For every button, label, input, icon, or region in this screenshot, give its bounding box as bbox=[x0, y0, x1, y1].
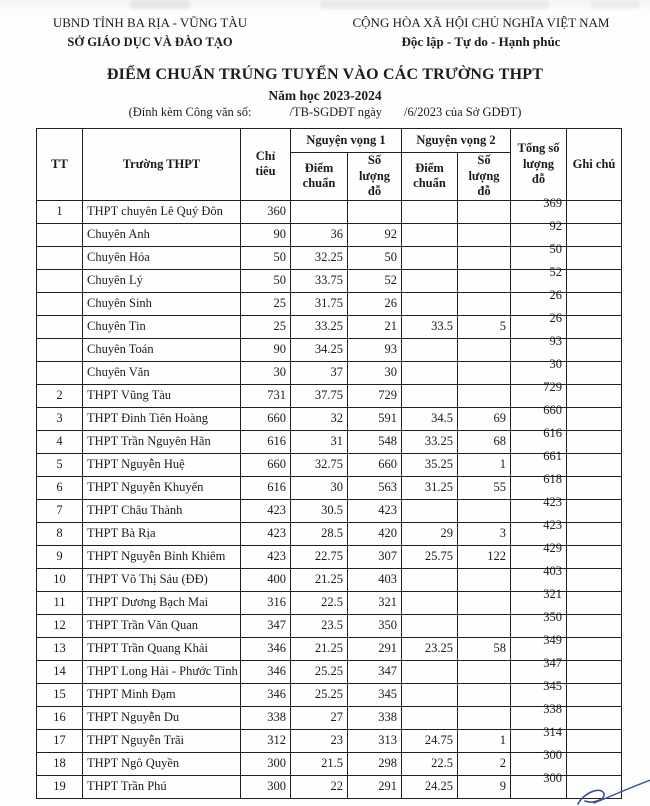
cell-quota: 316 bbox=[241, 591, 291, 614]
cell-tt: 19 bbox=[37, 775, 83, 798]
cell-nv1_score: 31.75 bbox=[291, 292, 348, 315]
cell-quota: 731 bbox=[241, 384, 291, 407]
table-row bbox=[37, 223, 622, 246]
table-row bbox=[37, 752, 622, 775]
cell-note bbox=[567, 430, 622, 453]
cell-nv1_count: 30 bbox=[348, 361, 402, 384]
cell-nv1_count: 93 bbox=[348, 338, 402, 361]
scan-artifact bbox=[320, 0, 550, 9]
cell-nv2_count bbox=[458, 246, 511, 269]
cell-school: THPT chuyên Lê Quý Đôn bbox=[83, 200, 241, 223]
table-row bbox=[37, 200, 622, 223]
cell-nv2_count: 58 bbox=[458, 637, 511, 660]
total-value: 321 bbox=[543, 586, 562, 601]
cell-nv2_count: 122 bbox=[458, 545, 511, 568]
cell-school: THPT Nguyễn Bỉnh Khiêm bbox=[83, 545, 241, 568]
cell-note bbox=[567, 706, 622, 729]
total-value: 26 bbox=[549, 310, 562, 325]
total-value: 618 bbox=[543, 471, 562, 486]
cell-quota: 346 bbox=[241, 660, 291, 683]
table-row bbox=[37, 499, 622, 522]
cell-quota: 338 bbox=[241, 706, 291, 729]
table-row bbox=[37, 522, 622, 545]
table-row bbox=[37, 430, 622, 453]
col-header-quota: Chỉ tiêu bbox=[241, 129, 291, 201]
cell-nv1_count: 298 bbox=[348, 752, 402, 775]
cell-tt: 13 bbox=[37, 637, 83, 660]
cell-nv1_count: 92 bbox=[348, 223, 402, 246]
cell-quota: 660 bbox=[241, 453, 291, 476]
total-value: 349 bbox=[543, 632, 562, 647]
cell-nv2_score: 23.25 bbox=[402, 637, 458, 660]
cell-note bbox=[567, 361, 622, 384]
cell-nv2_count bbox=[458, 269, 511, 292]
cell-nv1_count: 347 bbox=[348, 660, 402, 683]
cell-school: THPT Châu Thành bbox=[83, 499, 241, 522]
cell-school: THPT Đinh Tiên Hoàng bbox=[83, 407, 241, 430]
cell-tt: 12 bbox=[37, 614, 83, 637]
col-header-school: Trường THPT bbox=[83, 129, 241, 201]
cell-school: THPT Long Hải - Phước Tỉnh bbox=[83, 660, 241, 683]
cell-nv2_count: 69 bbox=[458, 407, 511, 430]
cell-nv2_score bbox=[402, 660, 458, 683]
total-value: 660 bbox=[543, 402, 562, 417]
total-value: 347 bbox=[543, 655, 562, 670]
cell-tt: 2 bbox=[37, 384, 83, 407]
total-value: 30 bbox=[549, 356, 562, 371]
cell-note bbox=[567, 499, 622, 522]
cell-tt bbox=[37, 361, 83, 384]
total-value: 423 bbox=[543, 494, 562, 509]
cell-tt: 14 bbox=[37, 660, 83, 683]
table-row bbox=[37, 591, 622, 614]
cell-nv2_score bbox=[402, 499, 458, 522]
cell-nv2_score bbox=[402, 338, 458, 361]
org-name-line1: UBND TỈNH BA RỊA - VŨNG TÀU bbox=[52, 15, 248, 30]
attachment-note bbox=[0, 105, 650, 120]
cell-tt: 1 bbox=[37, 200, 83, 223]
col-header-note: Ghi chú bbox=[567, 129, 622, 201]
cell-nv1_score: 25.25 bbox=[291, 660, 348, 683]
table-row bbox=[37, 269, 622, 292]
total-value: 314 bbox=[543, 724, 562, 739]
cell-tt bbox=[37, 315, 83, 338]
cell-school: Chuyên Tin bbox=[83, 315, 241, 338]
cell-nv2_score: 35.25 bbox=[402, 453, 458, 476]
cell-quota: 300 bbox=[241, 752, 291, 775]
cell-nv1_count: 345 bbox=[348, 683, 402, 706]
cell-nv2_score bbox=[402, 200, 458, 223]
cell-school: THPT Trần Quang Khải bbox=[83, 637, 241, 660]
cell-school: THPT Nguyễn Huệ bbox=[83, 453, 241, 476]
cell-quota: 90 bbox=[241, 223, 291, 246]
cell-nv2_count: 68 bbox=[458, 430, 511, 453]
cell-nv1_count: 350 bbox=[348, 614, 402, 637]
cell-quota: 346 bbox=[241, 683, 291, 706]
cell-quota: 423 bbox=[241, 522, 291, 545]
cell-nv2_count: 1 bbox=[458, 729, 511, 752]
total-value: 300 bbox=[543, 747, 562, 762]
cell-note bbox=[567, 223, 622, 246]
page-subtitle: Năm học 2023-2024 bbox=[268, 88, 382, 103]
cell-nv1_count: 423 bbox=[348, 499, 402, 522]
cell-nv2_count: 3 bbox=[458, 522, 511, 545]
cell-school: THPT Minh Đạm bbox=[83, 683, 241, 706]
cell-nv2_count bbox=[458, 200, 511, 223]
table-row bbox=[37, 637, 622, 660]
cell-nv1_count: 21 bbox=[348, 315, 402, 338]
cell-nv1_score: 32 bbox=[291, 407, 348, 430]
table-row bbox=[37, 407, 622, 430]
cell-nv2_count bbox=[458, 706, 511, 729]
cell-note bbox=[567, 453, 622, 476]
cell-nv2_score: 24.75 bbox=[402, 729, 458, 752]
cell-quota: 660 bbox=[241, 407, 291, 430]
total-value: 661 bbox=[543, 448, 562, 463]
cell-tt: 18 bbox=[37, 752, 83, 775]
cell-nv2_score bbox=[402, 614, 458, 637]
total-value: 369 bbox=[543, 195, 562, 210]
col-header-nv1-score: Điểm chuẩn bbox=[291, 153, 348, 201]
table-row bbox=[37, 361, 622, 384]
cell-nv2_count bbox=[458, 683, 511, 706]
cell-nv2_count bbox=[458, 660, 511, 683]
cell-tt bbox=[37, 338, 83, 361]
cell-school: Chuyên Hóa bbox=[83, 246, 241, 269]
cell-note bbox=[567, 246, 622, 269]
cell-nv2_count bbox=[458, 361, 511, 384]
cell-nv1_score: 36 bbox=[291, 223, 348, 246]
cell-nv1_count: 403 bbox=[348, 568, 402, 591]
cell-school: THPT Bà Rịa bbox=[83, 522, 241, 545]
cell-note bbox=[567, 407, 622, 430]
cell-school: THPT Nguyễn Trãi bbox=[83, 729, 241, 752]
cell-nv1_count: 26 bbox=[348, 292, 402, 315]
cell-nv2_score bbox=[402, 568, 458, 591]
cell-nv2_count bbox=[458, 568, 511, 591]
cell-nv1_score: 21.25 bbox=[291, 568, 348, 591]
cell-nv2_count: 2 bbox=[458, 752, 511, 775]
total-value: 350 bbox=[543, 609, 562, 624]
col-header-nv1: Nguyện vọng 1 bbox=[291, 129, 402, 153]
cell-nv1_count: 660 bbox=[348, 453, 402, 476]
cell-quota: 360 bbox=[241, 200, 291, 223]
cell-nv1_count: 321 bbox=[348, 591, 402, 614]
cell-nv2_score: 22.5 bbox=[402, 752, 458, 775]
table-row bbox=[37, 706, 622, 729]
cell-nv1_score bbox=[291, 200, 348, 223]
cell-note bbox=[567, 637, 622, 660]
cell-note bbox=[567, 591, 622, 614]
cell-nv2_score bbox=[402, 223, 458, 246]
cell-note bbox=[567, 200, 622, 223]
cell-school: THPT Dương Bạch Mai bbox=[83, 591, 241, 614]
table-row bbox=[37, 292, 622, 315]
attachment-mid: /TB-SGDĐT ngày bbox=[289, 105, 383, 119]
cell-nv1_count: 313 bbox=[348, 729, 402, 752]
total-value: 616 bbox=[543, 425, 562, 440]
cell-nv1_score: 25.25 bbox=[291, 683, 348, 706]
cell-nv2_count bbox=[458, 223, 511, 246]
cell-nv2_score bbox=[402, 269, 458, 292]
national-motto bbox=[320, 14, 650, 52]
cell-tt: 11 bbox=[37, 591, 83, 614]
cell-school: THPT Võ Thị Sáu (ĐĐ) bbox=[83, 568, 241, 591]
cell-nv2_score bbox=[402, 706, 458, 729]
cell-note bbox=[567, 568, 622, 591]
total-value: 338 bbox=[543, 701, 562, 716]
cell-nv1_score: 37 bbox=[291, 361, 348, 384]
cell-school: Chuyên Văn bbox=[83, 361, 241, 384]
table-row bbox=[37, 384, 622, 407]
cell-nv1_score: 27 bbox=[291, 706, 348, 729]
cell-quota: 423 bbox=[241, 499, 291, 522]
cell-tt: 9 bbox=[37, 545, 83, 568]
table-row bbox=[37, 614, 622, 637]
cell-nv1_score: 30 bbox=[291, 476, 348, 499]
cell-tt: 10 bbox=[37, 568, 83, 591]
cell-note bbox=[567, 545, 622, 568]
table-row bbox=[37, 729, 622, 752]
cell-nv2_score bbox=[402, 292, 458, 315]
cell-nv2_score: 29 bbox=[402, 522, 458, 545]
cell-nv2_score bbox=[402, 384, 458, 407]
cell-nv1_score: 23.5 bbox=[291, 614, 348, 637]
cell-nv2_count bbox=[458, 384, 511, 407]
motto-line2: Độc lập - Tự do - Hạnh phúc bbox=[401, 33, 561, 49]
attachment-prefix: (Đính kèm Công văn số: bbox=[128, 105, 252, 119]
cell-nv2_score: 25.75 bbox=[402, 545, 458, 568]
cell-note bbox=[567, 315, 622, 338]
cell-nv2_count: 55 bbox=[458, 476, 511, 499]
cell-nv1_score: 32.75 bbox=[291, 453, 348, 476]
cell-quota: 616 bbox=[241, 476, 291, 499]
cell-note bbox=[567, 338, 622, 361]
cell-tt: 17 bbox=[37, 729, 83, 752]
cell-tt: 5 bbox=[37, 453, 83, 476]
cell-nv2_count: 5 bbox=[458, 315, 511, 338]
cell-tt: 4 bbox=[37, 430, 83, 453]
table-row bbox=[37, 683, 622, 706]
cell-quota: 50 bbox=[241, 246, 291, 269]
cell-quota: 347 bbox=[241, 614, 291, 637]
cell-quota: 50 bbox=[241, 269, 291, 292]
cell-nv1_score: 37.75 bbox=[291, 384, 348, 407]
cell-tt: 3 bbox=[37, 407, 83, 430]
cell-school: Chuyên Sinh bbox=[83, 292, 241, 315]
table-row bbox=[37, 775, 622, 798]
document-header bbox=[0, 14, 650, 52]
org-name-line2: SỞ GIÁO DỤC VÀ ĐÀO TẠO bbox=[67, 34, 233, 49]
cell-nv1_count: 729 bbox=[348, 384, 402, 407]
cell-tt bbox=[37, 246, 83, 269]
cell-total bbox=[511, 770, 567, 798]
cell-school: Chuyên Lý bbox=[83, 269, 241, 292]
cell-nv1_count: 591 bbox=[348, 407, 402, 430]
total-value: 403 bbox=[543, 563, 562, 578]
attachment-suffix: /6/2023 của Sở GDĐT) bbox=[404, 105, 522, 119]
cell-tt bbox=[37, 269, 83, 292]
cell-school: THPT Ngô Quyền bbox=[83, 752, 241, 775]
col-header-nv2: Nguyện vọng 2 bbox=[402, 129, 511, 153]
cell-nv1_score: 30.5 bbox=[291, 499, 348, 522]
cell-nv1_count bbox=[348, 200, 402, 223]
table-row bbox=[37, 338, 622, 361]
cell-nv1_score: 21.5 bbox=[291, 752, 348, 775]
total-value: 52 bbox=[549, 264, 562, 279]
cell-nv1_count: 548 bbox=[348, 430, 402, 453]
table-row bbox=[37, 476, 622, 499]
total-value: 423 bbox=[543, 517, 562, 532]
cell-nv2_score: 33.5 bbox=[402, 315, 458, 338]
cell-quota: 312 bbox=[241, 729, 291, 752]
total-value: 345 bbox=[543, 678, 562, 693]
cell-quota: 90 bbox=[241, 338, 291, 361]
cell-nv1_score: 23 bbox=[291, 729, 348, 752]
table-row bbox=[37, 660, 622, 683]
table-row bbox=[37, 315, 622, 338]
cell-quota: 400 bbox=[241, 568, 291, 591]
cell-nv1_count: 52 bbox=[348, 269, 402, 292]
cell-nv1_count: 420 bbox=[348, 522, 402, 545]
total-value: 429 bbox=[543, 540, 562, 555]
cell-nv2_score: 24.25 bbox=[402, 775, 458, 798]
cell-nv1_count: 563 bbox=[348, 476, 402, 499]
cell-quota: 25 bbox=[241, 315, 291, 338]
cell-quota: 346 bbox=[241, 637, 291, 660]
scan-artifact bbox=[590, 0, 640, 9]
cell-nv2_count bbox=[458, 499, 511, 522]
col-header-nv1-count: Số lượng đỗ bbox=[348, 153, 402, 201]
total-value: 50 bbox=[549, 241, 562, 256]
cell-school: THPT Vũng Tàu bbox=[83, 384, 241, 407]
issuing-org bbox=[0, 14, 300, 52]
cell-note bbox=[567, 614, 622, 637]
cell-nv1_score: 22.75 bbox=[291, 545, 348, 568]
cell-tt bbox=[37, 292, 83, 315]
cell-nv2_count: 1 bbox=[458, 453, 511, 476]
admission-scores-table bbox=[36, 128, 622, 799]
cell-note bbox=[567, 269, 622, 292]
col-header-tt: TT bbox=[37, 129, 83, 201]
col-header-total: Tổng số lượng đỗ bbox=[511, 129, 567, 201]
cell-nv1_score: 34.25 bbox=[291, 338, 348, 361]
cell-quota: 616 bbox=[241, 430, 291, 453]
table-row bbox=[37, 568, 622, 591]
cell-nv1_score: 21.25 bbox=[291, 637, 348, 660]
cell-quota: 25 bbox=[241, 292, 291, 315]
cell-note bbox=[567, 476, 622, 499]
table-row bbox=[37, 453, 622, 476]
cell-school: THPT Nguyễn Du bbox=[83, 706, 241, 729]
cell-nv1_score: 33.25 bbox=[291, 315, 348, 338]
cell-quota: 300 bbox=[241, 775, 291, 798]
cell-tt bbox=[37, 223, 83, 246]
cell-nv2_score bbox=[402, 683, 458, 706]
cell-nv1_score: 22.5 bbox=[291, 591, 348, 614]
cell-nv2_score bbox=[402, 361, 458, 384]
cell-school: THPT Trần Nguyên Hãn bbox=[83, 430, 241, 453]
cell-nv1_count: 291 bbox=[348, 775, 402, 798]
cell-nv2_score bbox=[402, 246, 458, 269]
cell-nv2_count: 9 bbox=[458, 775, 511, 798]
cell-note bbox=[567, 660, 622, 683]
cell-nv2_count bbox=[458, 614, 511, 637]
cell-note bbox=[567, 683, 622, 706]
cell-nv2_score: 31.25 bbox=[402, 476, 458, 499]
table-row bbox=[37, 246, 622, 269]
cell-quota: 423 bbox=[241, 545, 291, 568]
cell-nv1_score: 33.75 bbox=[291, 269, 348, 292]
cell-nv1_count: 291 bbox=[348, 637, 402, 660]
cell-nv1_score: 32.25 bbox=[291, 246, 348, 269]
cell-nv1_score: 31 bbox=[291, 430, 348, 453]
col-header-nv2-score: Điểm chuẩn bbox=[402, 153, 458, 201]
cell-tt: 8 bbox=[37, 522, 83, 545]
page-title: ĐIỂM CHUẨN TRÚNG TUYỂN VÀO CÁC TRƯỜNG THPT bbox=[106, 66, 544, 83]
cell-quota: 30 bbox=[241, 361, 291, 384]
cell-nv2_score bbox=[402, 591, 458, 614]
cell-school: Chuyên Toán bbox=[83, 338, 241, 361]
cell-school: THPT Trần Phú bbox=[83, 775, 241, 798]
cell-note bbox=[567, 522, 622, 545]
cell-nv1_count: 50 bbox=[348, 246, 402, 269]
cell-school: THPT Trần Văn Quan bbox=[83, 614, 241, 637]
cell-tt: 7 bbox=[37, 499, 83, 522]
cell-nv2_score: 33.25 bbox=[402, 430, 458, 453]
total-value: 300 bbox=[543, 770, 562, 785]
col-header-nv2-count: Số lượng đỗ bbox=[458, 153, 511, 201]
cell-note bbox=[567, 384, 622, 407]
cell-nv1_count: 338 bbox=[348, 706, 402, 729]
cell-nv1_score: 22 bbox=[291, 775, 348, 798]
total-value: 26 bbox=[549, 287, 562, 302]
cell-nv2_count bbox=[458, 338, 511, 361]
total-value: 93 bbox=[549, 333, 562, 348]
cell-nv2_count bbox=[458, 591, 511, 614]
total-value: 92 bbox=[549, 218, 562, 233]
cell-note bbox=[567, 729, 622, 752]
cell-nv1_score: 28.5 bbox=[291, 522, 348, 545]
cell-note bbox=[567, 292, 622, 315]
cell-tt: 16 bbox=[37, 706, 83, 729]
cell-school: Chuyên Anh bbox=[83, 223, 241, 246]
signature-stroke bbox=[564, 766, 650, 806]
cell-nv2_count bbox=[458, 292, 511, 315]
cell-nv1_count: 307 bbox=[348, 545, 402, 568]
scan-artifact bbox=[130, 0, 190, 9]
table-row bbox=[37, 545, 622, 568]
cell-nv2_score: 34.5 bbox=[402, 407, 458, 430]
total-value: 729 bbox=[543, 379, 562, 394]
motto-line1: CỘNG HÒA XÃ HỘI CHỦ NGHĨA VIỆT NAM bbox=[352, 15, 610, 30]
cell-school: THPT Nguyễn Khuyến bbox=[83, 476, 241, 499]
cell-tt: 6 bbox=[37, 476, 83, 499]
cell-tt: 15 bbox=[37, 683, 83, 706]
